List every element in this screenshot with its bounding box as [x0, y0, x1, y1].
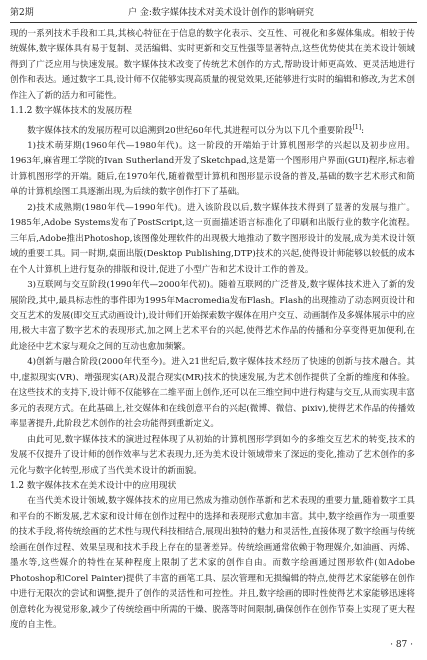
paragraph-stage-3: 3)互联网与交互阶段(1990年代—2000年代初)。随着互联网的广泛普及,数字媒体技术进入了新的发展阶段,其中,最具标志性的事件即为1995年Macromedia发布Flash。Flash的出现推动了动态网页设计和交互艺术的发展(即交互式动画设计),设计师们开始探索数字媒体在用户交互、动画制作及多媒体展示中的应用,极大丰富了数字艺术的表现形式,加之网上艺术平台的兴起,使得艺术作品的传播和分享变得更加便利,在此途径中艺术家与观众之间的互动也愈加频繁。 [10, 280, 415, 352]
article-body [10, 27, 415, 634]
paragraph-summary: 由此可见,数字媒体技术的演进过程体现了从初始的计算机图形学到如今的多维交互艺术的转变,技术的发展不仅提升了设计师的创作效率与艺术表现力,还为美术设计领域带来了深远的变化,推动了艺术创作的多元化与数字化转型,形成了当代美术设计的新面貌。 [10, 434, 415, 476]
running-header [10, 6, 417, 20]
section-heading-1-2: 1.2 数字媒体技术在美术设计中的应用现状 [10, 481, 177, 491]
citation-ref: [1] [352, 123, 362, 131]
section-heading-1-1-2: 1.1.2 数字媒体技术的发展历程 [10, 106, 132, 117]
page-number: · 87 · [390, 640, 413, 650]
paragraph-end: : [361, 125, 364, 136]
paragraph-stage-1: 1)技术萌芽期(1960年代—1980年代)。这一阶段的开端始于计算机图形学的兴起以及初步应用。1963年,麻省理工学院的Ivan Sutherland开发了Sketchpad,这是第一个图形用户界面(GUI)程序,标志着计算机图形学的开端。随后,在1970年代,随着微型计算机和图形显示设备的普及,基础的数字艺术形式和简单的计算机绘图工具逐渐出现,为后续的数字创作打下了基础。 [10, 141, 415, 198]
paragraph-continued: 现的一系列技术手段和工具,其核心特征在于信息的数字化表示、交互性、可视化和多媒体集成。相较于传统媒体,数字媒体具有易于复制、灵活编辑、实时更新和交互性强等显著特点,这些优势使其在美术设计领域得到了广泛应用与快速发展。数字媒体技术改变了传统艺术创作的方式,帮助设计师更高效、更灵活地进行创作和表达。通过数字工具,设计师不仅能够实现高质量的视觉效果,还能够进行实时的编辑和修改,为艺术创作注入了新的活力和可能性。 [10, 29, 415, 101]
issue-label: 第2期 [10, 8, 34, 18]
paragraph-text: 数字媒体技术的发展历程可以追溯到20世纪60年代,其进程可以分为以下几个重要阶段 [27, 125, 353, 136]
running-title: 户 金:数字媒体技术对美术设计创作的影响研究 [128, 8, 314, 18]
paragraph-stage-2: 2)技术成熟期(1980年代—1990年代)。进入该阶段以后,数字媒体技术得到了显著的发展与推广。1985年,Adobe Systems发布了PostScript,这一页面描述语言标准化了印刷和出版行业的数字化流程。三年后,Adobe推出Photoshop,该图像处理软件的出现极大地推动了数字图形设计的发展,成为美术设计领域的重要工具。同一时期,桌面出版(Desktop Publishing,DTP)技术的兴起,使得设计师能够以较低的成本在个人计算机上进行复杂的排版和设计,促进了小型广告和艺术设计工作的普及。 [10, 202, 415, 275]
paragraph-stage-4: 4)创新与融合阶段(2000年代至今)。进入21世纪后,数字媒体技术经历了快速的创新与技术融合。其中,虚拟现实(VR)、增强现实(AR)及混合现实(MR)技术的快速发展,为艺术创作提供了全新的维度和体验。在这些技术的支持下,设计师不仅能够在二维平面上创作,还可以在三维空间中进行构建与交互,从而实现丰富多元的表现方式。在此基础上,社交媒体和在线创意平台的兴起(微博、微信、pixiv),使得艺术作品的传播效率显著提升,此阶段艺术创作的社会功能得到重新定义。 [10, 357, 415, 430]
header-rule [10, 22, 417, 23]
paragraph-history-intro [10, 120, 415, 139]
paragraph-application: 在当代美术设计领域,数字媒体技术的应用已然成为推动创作革新和艺术表现的重要力量,随着数字工具和平台的不断发展,艺术家和设计师在创作过程中的选择和表现形式愈加丰富。其中,数字绘画作为一项重要的技术手段,将传统绘画的艺术性与现代科技相结合,展现出独特的魅力和灵活性,直接体现了数字绘画与传统绘画在创作过程、效果呈现和技术手段上存在的显著差异。传统绘画通常依赖于物理媒介,如油画、丙烯、墨水等,这些媒介的特性在某种程度上限制了艺术家的创作自由。而数字绘画通过图形软件(如Adobe Photoshop和Corel Painter)提供了丰富的画笔工具、层次管理和无损编辑的特点,使得艺术家能够在创作中进行无限次的尝试和调整,提升了创作的灵活性和可控性。并且,数字绘画的即时性使得艺术家能够迅速将创意转化为视觉形象,减少了传统绘画中所需的干燥、脱落等时间限制,确保创作在创作节奏上实现了更大程度的自主性。 [10, 496, 415, 631]
